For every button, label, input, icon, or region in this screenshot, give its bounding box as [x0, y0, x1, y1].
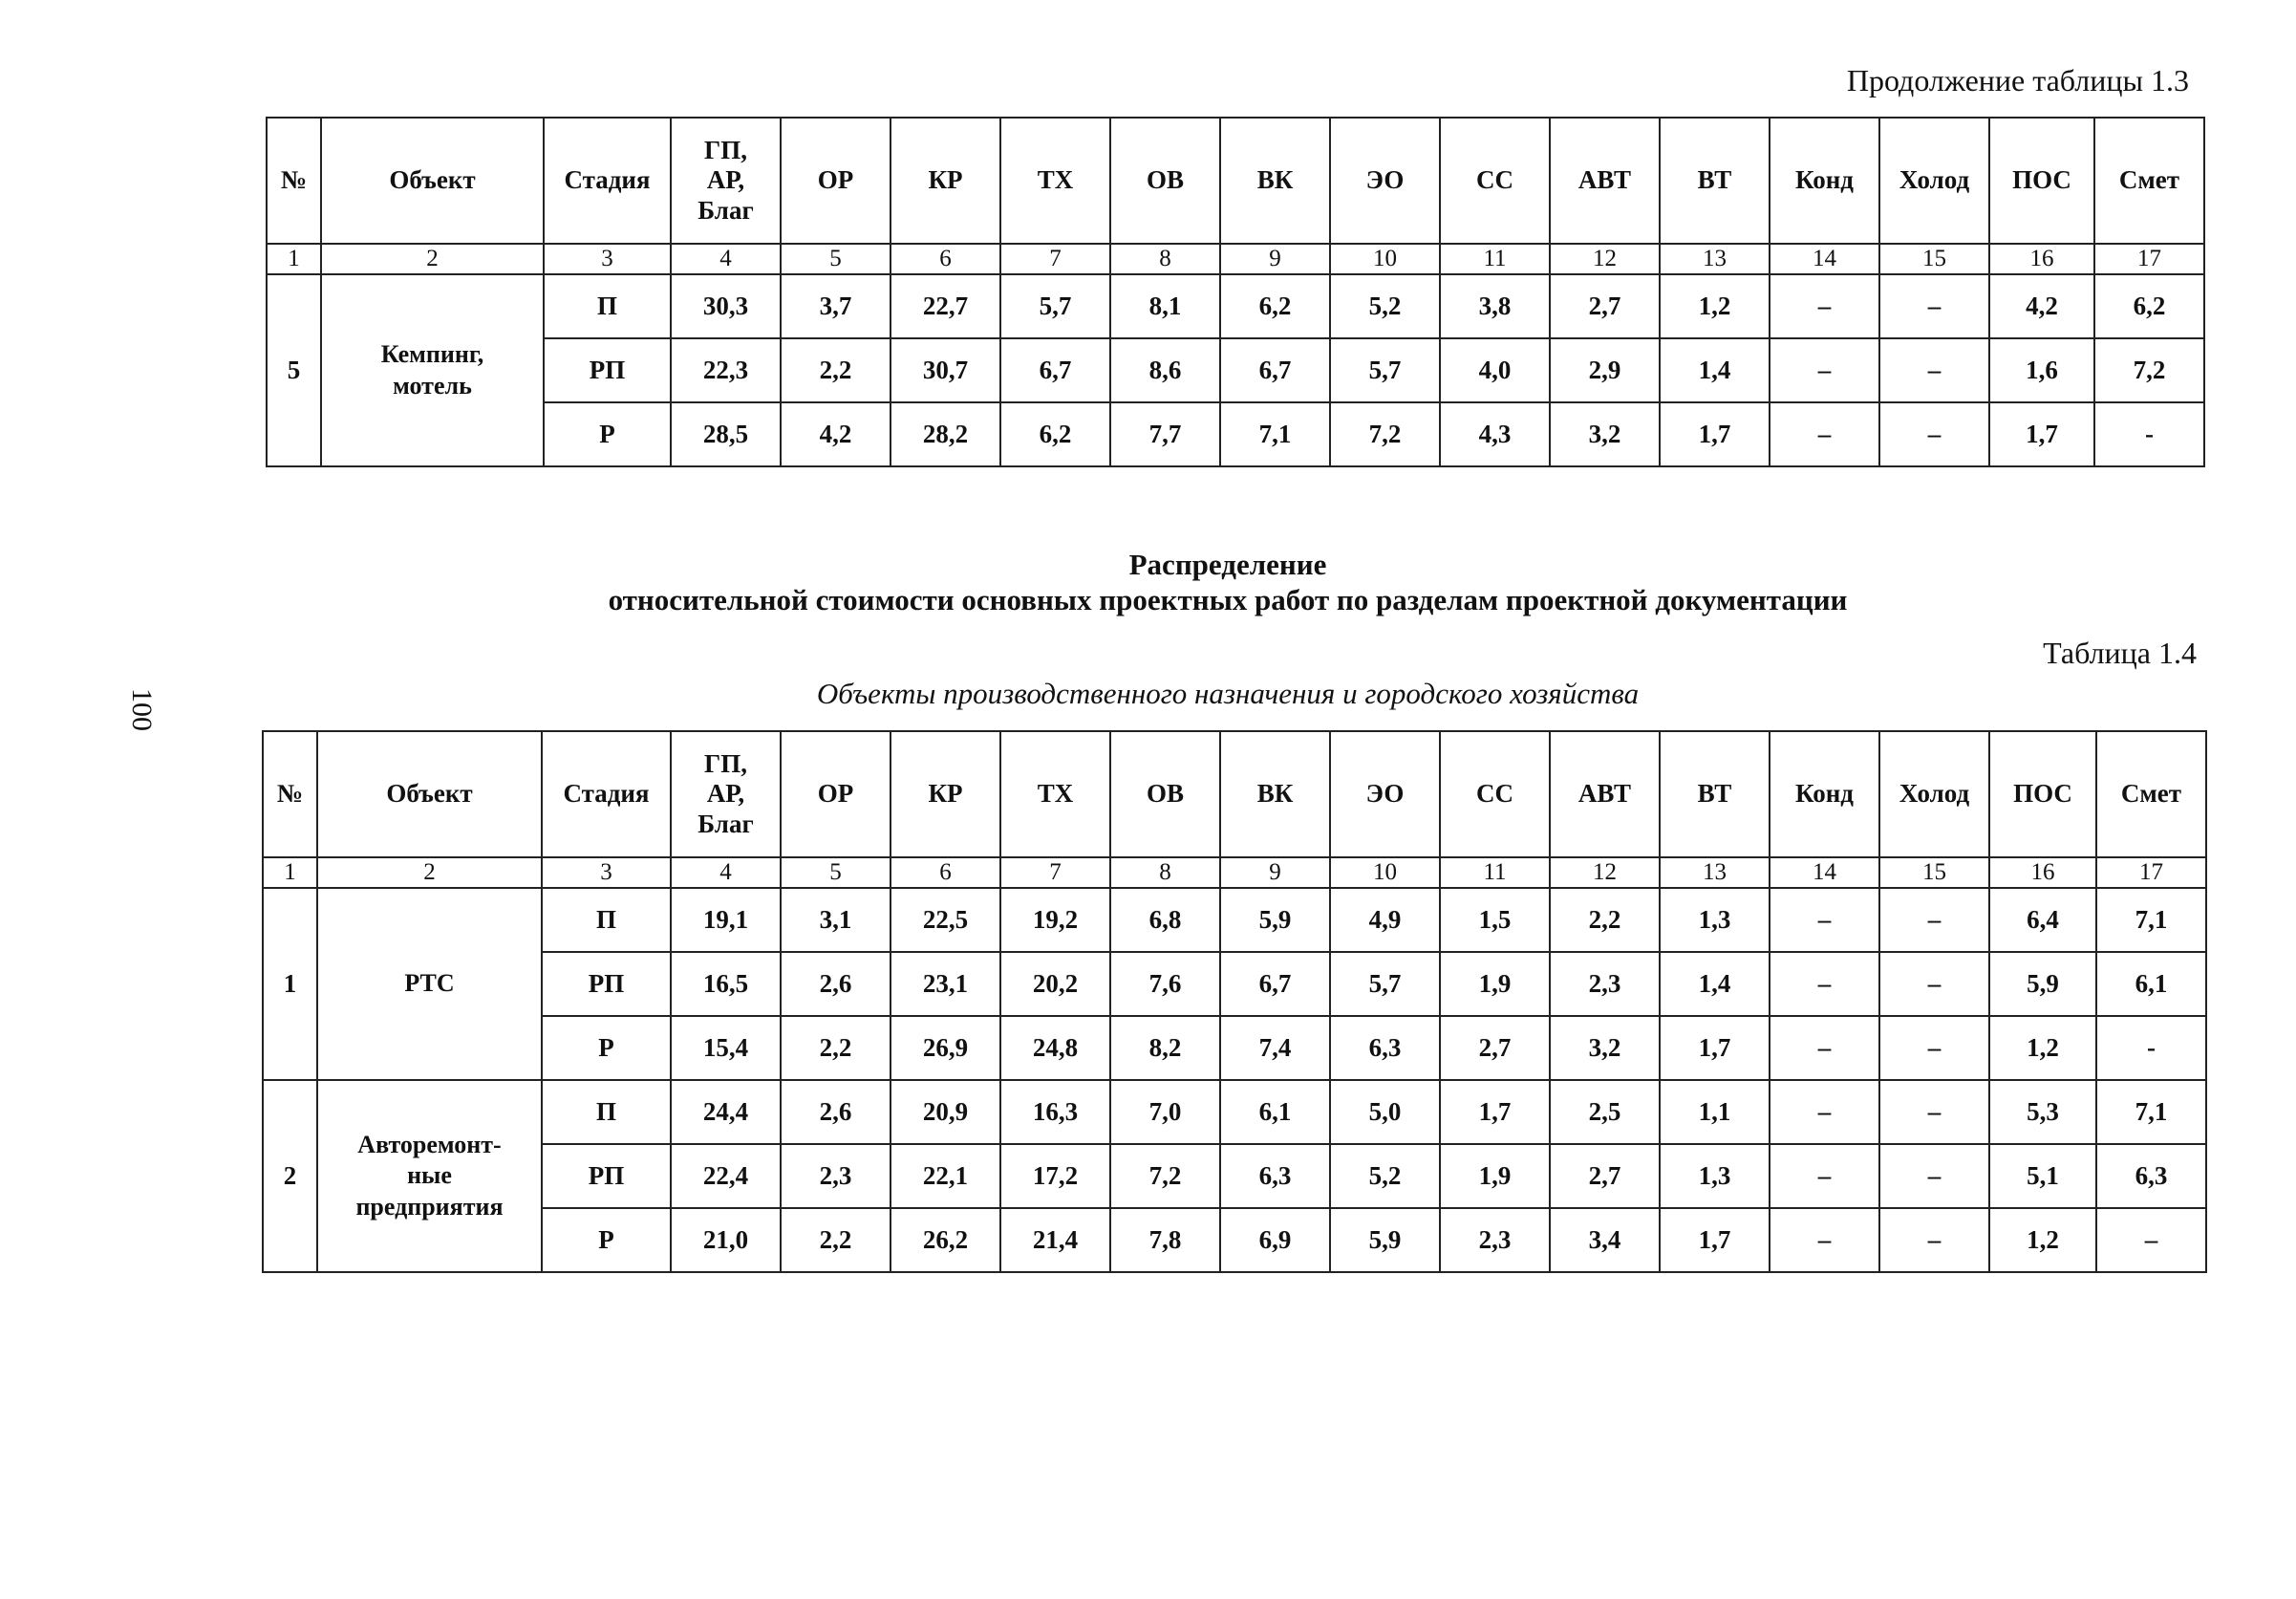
- column-number: 11: [1440, 244, 1550, 274]
- column-number: 13: [1660, 857, 1770, 888]
- value-cell: 5,7: [1330, 952, 1440, 1016]
- row-number-cell: 2: [263, 1080, 317, 1272]
- value-cell: 7,0: [1110, 1080, 1220, 1144]
- value-cell: –: [1770, 402, 1879, 466]
- value-cell: 7,8: [1110, 1208, 1220, 1272]
- value-cell: –: [1770, 338, 1879, 402]
- value-cell: 1,2: [1989, 1208, 2096, 1272]
- value-cell: 6,3: [1330, 1016, 1440, 1080]
- value-cell: 2,9: [1550, 338, 1660, 402]
- value-cell: –: [1879, 952, 1989, 1016]
- value-cell: –: [1770, 952, 1879, 1016]
- row-number-cell: 5: [267, 274, 321, 466]
- value-cell: 2,2: [1550, 888, 1660, 952]
- value-cell: 3,2: [1550, 1016, 1660, 1080]
- column-header: ТХ: [1000, 118, 1110, 244]
- column-number: 6: [891, 857, 1000, 888]
- value-cell: 5,1: [1989, 1144, 2096, 1208]
- column-header: КР: [891, 731, 1000, 857]
- stage-cell: П: [542, 888, 671, 952]
- value-cell: 4,2: [1989, 274, 2094, 338]
- column-number: 1: [263, 857, 317, 888]
- value-cell: 6,2: [2094, 274, 2204, 338]
- table-row: [263, 1144, 2206, 1208]
- table-subtitle: Объекты производственного назначения и городского хозяйства: [816, 677, 1640, 710]
- column-number: 17: [2094, 244, 2204, 274]
- value-cell: -: [2096, 1016, 2206, 1080]
- value-cell: 5,0: [1330, 1080, 1440, 1144]
- column-header: №: [267, 118, 321, 244]
- value-cell: 17,2: [1000, 1144, 1110, 1208]
- column-number: 9: [1220, 857, 1330, 888]
- column-number: 8: [1110, 244, 1220, 274]
- column-header: ОВ: [1110, 118, 1220, 244]
- value-cell: –: [1879, 338, 1989, 402]
- value-cell: 15,4: [671, 1016, 781, 1080]
- column-header: ОВ: [1110, 731, 1220, 857]
- table-row: [267, 274, 2204, 338]
- value-cell: 20,2: [1000, 952, 1110, 1016]
- value-cell: 1,7: [1660, 1016, 1770, 1080]
- value-cell: 1,9: [1440, 1144, 1550, 1208]
- column-header: АВТ: [1550, 118, 1660, 244]
- value-cell: 2,2: [781, 1208, 891, 1272]
- value-cell: 2,2: [781, 338, 891, 402]
- column-header: ЭО: [1330, 118, 1440, 244]
- value-cell: –: [1879, 274, 1989, 338]
- column-header: СС: [1440, 118, 1550, 244]
- stage-cell: РП: [542, 952, 671, 1016]
- column-number: 17: [2096, 857, 2206, 888]
- value-cell: 1,7: [1440, 1080, 1550, 1144]
- column-number: 15: [1879, 244, 1989, 274]
- stage-cell: Р: [542, 1208, 671, 1272]
- value-cell: –: [1879, 1080, 1989, 1144]
- heading-subtitle: относительной стоимости основных проектных работ по разделам проектной документации: [608, 583, 1848, 616]
- value-cell: 7,2: [1330, 402, 1440, 466]
- value-cell: 21,0: [671, 1208, 781, 1272]
- value-cell: 2,6: [781, 1080, 891, 1144]
- value-cell: 16,5: [671, 952, 781, 1016]
- column-header: ВК: [1220, 731, 1330, 857]
- value-cell: 2,7: [1550, 274, 1660, 338]
- value-cell: 4,3: [1440, 402, 1550, 466]
- column-header: ОР: [781, 731, 891, 857]
- stage-cell: РП: [544, 338, 671, 402]
- value-cell: 8,2: [1110, 1016, 1220, 1080]
- column-number: 15: [1879, 857, 1989, 888]
- column-number-row: [267, 244, 2204, 274]
- column-number: 10: [1330, 244, 1440, 274]
- column-number: 16: [1989, 857, 2096, 888]
- column-header: Конд: [1770, 118, 1879, 244]
- value-cell: 5,9: [1330, 1208, 1440, 1272]
- column-header: ПОС: [1989, 731, 2096, 857]
- value-cell: 1,3: [1660, 1144, 1770, 1208]
- value-cell: 6,8: [1110, 888, 1220, 952]
- table-row: [263, 1208, 2206, 1272]
- value-cell: 23,1: [891, 952, 1000, 1016]
- column-number: 14: [1770, 857, 1879, 888]
- value-cell: –: [1770, 888, 1879, 952]
- header-row: [263, 731, 2206, 857]
- column-number: 12: [1550, 857, 1660, 888]
- column-header: Конд: [1770, 731, 1879, 857]
- value-cell: –: [1770, 1016, 1879, 1080]
- value-cell: 3,4: [1550, 1208, 1660, 1272]
- column-number: 4: [671, 244, 781, 274]
- object-name-cell: Авторемонт- ные предприятия: [317, 1080, 542, 1272]
- value-cell: 22,1: [891, 1144, 1000, 1208]
- value-cell: 30,3: [671, 274, 781, 338]
- column-number: 9: [1220, 244, 1330, 274]
- value-cell: 2,3: [1550, 952, 1660, 1016]
- column-number: 12: [1550, 244, 1660, 274]
- value-cell: 19,2: [1000, 888, 1110, 952]
- value-cell: 2,2: [781, 1016, 891, 1080]
- column-header: ЭО: [1330, 731, 1440, 857]
- value-cell: 6,4: [1989, 888, 2096, 952]
- value-cell: 22,7: [891, 274, 1000, 338]
- column-header: ОР: [781, 118, 891, 244]
- column-number-row: [263, 857, 2206, 888]
- value-cell: 19,1: [671, 888, 781, 952]
- value-cell: 21,4: [1000, 1208, 1110, 1272]
- column-number: 13: [1660, 244, 1770, 274]
- column-header: Холод: [1879, 731, 1989, 857]
- value-cell: 3,8: [1440, 274, 1550, 338]
- object-name-cell: РТС: [317, 888, 542, 1080]
- column-header: АВТ: [1550, 731, 1660, 857]
- column-number: 1: [267, 244, 321, 274]
- column-number: 8: [1110, 857, 1220, 888]
- continuation-caption: Продолжение таблицы 1.3: [1846, 63, 2189, 97]
- column-number: 3: [542, 857, 671, 888]
- page-number: 100: [126, 688, 158, 731]
- value-cell: –: [1879, 1208, 1989, 1272]
- value-cell: 3,7: [781, 274, 891, 338]
- column-header: Смет: [2096, 731, 2206, 857]
- value-cell: 1,3: [1660, 888, 1770, 952]
- value-cell: 1,7: [1660, 1208, 1770, 1272]
- column-header: ГП, АР, Благ: [671, 118, 781, 244]
- value-cell: 6,3: [1220, 1144, 1330, 1208]
- value-cell: 6,7: [1220, 952, 1330, 1016]
- value-cell: –: [1879, 1016, 1989, 1080]
- value-cell: 2,5: [1550, 1080, 1660, 1144]
- value-cell: 22,5: [891, 888, 1000, 952]
- column-header: ВК: [1220, 118, 1330, 244]
- table-row: [267, 402, 2204, 466]
- value-cell: 1,2: [1660, 274, 1770, 338]
- column-header: ПОС: [1989, 118, 2094, 244]
- value-cell: 8,6: [1110, 338, 1220, 402]
- value-cell: –: [1770, 1080, 1879, 1144]
- column-header: ГП, АР, Благ: [671, 731, 781, 857]
- stage-cell: РП: [542, 1144, 671, 1208]
- value-cell: 6,2: [1220, 274, 1330, 338]
- value-cell: 1,7: [1660, 402, 1770, 466]
- value-cell: 8,1: [1110, 274, 1220, 338]
- value-cell: 7,7: [1110, 402, 1220, 466]
- table-row: [263, 888, 2206, 952]
- column-number: 3: [544, 244, 671, 274]
- column-number: 2: [317, 857, 542, 888]
- value-cell: 1,6: [1989, 338, 2094, 402]
- column-number: 10: [1330, 857, 1440, 888]
- value-cell: 26,9: [891, 1016, 1000, 1080]
- column-header: Объект: [321, 118, 544, 244]
- value-cell: 1,1: [1660, 1080, 1770, 1144]
- value-cell: 28,5: [671, 402, 781, 466]
- table-1-4: [262, 730, 2207, 1273]
- column-number: 5: [781, 244, 891, 274]
- value-cell: 5,2: [1330, 274, 1440, 338]
- value-cell: 20,9: [891, 1080, 1000, 1144]
- table-1-3: [266, 117, 2205, 467]
- value-cell: 7,4: [1220, 1016, 1330, 1080]
- value-cell: –: [1770, 1144, 1879, 1208]
- value-cell: 16,3: [1000, 1080, 1110, 1144]
- column-number: 5: [781, 857, 891, 888]
- value-cell: –: [2096, 1208, 2206, 1272]
- column-header: Объект: [317, 731, 542, 857]
- column-header: Холод: [1879, 118, 1989, 244]
- value-cell: 5,9: [1989, 952, 2096, 1016]
- value-cell: 7,2: [1110, 1144, 1220, 1208]
- column-number: 16: [1989, 244, 2094, 274]
- table-row: [263, 952, 2206, 1016]
- value-cell: 5,7: [1000, 274, 1110, 338]
- value-cell: 22,3: [671, 338, 781, 402]
- value-cell: –: [1770, 274, 1879, 338]
- value-cell: 4,2: [781, 402, 891, 466]
- value-cell: 7,1: [2096, 1080, 2206, 1144]
- value-cell: 2,3: [781, 1144, 891, 1208]
- value-cell: –: [1879, 402, 1989, 466]
- column-header: СС: [1440, 731, 1550, 857]
- heading-title: Распределение: [1128, 548, 1327, 581]
- row-number-cell: 1: [263, 888, 317, 1080]
- value-cell: 7,1: [2096, 888, 2206, 952]
- object-name-cell: Кемпинг, мотель: [321, 274, 544, 466]
- header-row: [267, 118, 2204, 244]
- value-cell: 22,4: [671, 1144, 781, 1208]
- column-header: Стадия: [544, 118, 671, 244]
- value-cell: 1,2: [1989, 1016, 2096, 1080]
- value-cell: 2,7: [1440, 1016, 1550, 1080]
- value-cell: 2,6: [781, 952, 891, 1016]
- column-header: Смет: [2094, 118, 2204, 244]
- column-number: 14: [1770, 244, 1879, 274]
- value-cell: 3,1: [781, 888, 891, 952]
- value-cell: 1,4: [1660, 338, 1770, 402]
- column-header: КР: [891, 118, 1000, 244]
- value-cell: 1,7: [1989, 402, 2094, 466]
- stage-cell: П: [542, 1080, 671, 1144]
- value-cell: 6,9: [1220, 1208, 1330, 1272]
- value-cell: 3,2: [1550, 402, 1660, 466]
- column-header: ВТ: [1660, 731, 1770, 857]
- value-cell: 5,9: [1220, 888, 1330, 952]
- column-number: 6: [891, 244, 1000, 274]
- stage-cell: П: [544, 274, 671, 338]
- value-cell: –: [1879, 1144, 1989, 1208]
- column-header: ВТ: [1660, 118, 1770, 244]
- column-number: 11: [1440, 857, 1550, 888]
- table-row: [267, 338, 2204, 402]
- value-cell: 1,9: [1440, 952, 1550, 1016]
- value-cell: 4,0: [1440, 338, 1550, 402]
- value-cell: 4,9: [1330, 888, 1440, 952]
- value-cell: 6,3: [2096, 1144, 2206, 1208]
- value-cell: 1,5: [1440, 888, 1550, 952]
- value-cell: 7,2: [2094, 338, 2204, 402]
- stage-cell: Р: [544, 402, 671, 466]
- value-cell: 5,2: [1330, 1144, 1440, 1208]
- value-cell: 6,1: [1220, 1080, 1330, 1144]
- value-cell: 28,2: [891, 402, 1000, 466]
- value-cell: 24,4: [671, 1080, 781, 1144]
- value-cell: 6,7: [1000, 338, 1110, 402]
- value-cell: 6,2: [1000, 402, 1110, 466]
- value-cell: 6,7: [1220, 338, 1330, 402]
- table-row: [263, 1080, 2206, 1144]
- value-cell: 5,7: [1330, 338, 1440, 402]
- value-cell: 5,3: [1989, 1080, 2096, 1144]
- column-number: 2: [321, 244, 544, 274]
- column-header: Стадия: [542, 731, 671, 857]
- column-number: 7: [1000, 857, 1110, 888]
- value-cell: 24,8: [1000, 1016, 1110, 1080]
- value-cell: 2,3: [1440, 1208, 1550, 1272]
- value-cell: 7,6: [1110, 952, 1220, 1016]
- column-number: 4: [671, 857, 781, 888]
- column-number: 7: [1000, 244, 1110, 274]
- value-cell: 6,1: [2096, 952, 2206, 1016]
- value-cell: –: [1770, 1208, 1879, 1272]
- table-row: [263, 1016, 2206, 1080]
- table-caption: Таблица 1.4: [2043, 636, 2197, 670]
- value-cell: 26,2: [891, 1208, 1000, 1272]
- value-cell: -: [2094, 402, 2204, 466]
- value-cell: –: [1879, 888, 1989, 952]
- column-header: ТХ: [1000, 731, 1110, 857]
- column-header: №: [263, 731, 317, 857]
- value-cell: 30,7: [891, 338, 1000, 402]
- stage-cell: Р: [542, 1016, 671, 1080]
- value-cell: 1,4: [1660, 952, 1770, 1016]
- value-cell: 7,1: [1220, 402, 1330, 466]
- value-cell: 2,7: [1550, 1144, 1660, 1208]
